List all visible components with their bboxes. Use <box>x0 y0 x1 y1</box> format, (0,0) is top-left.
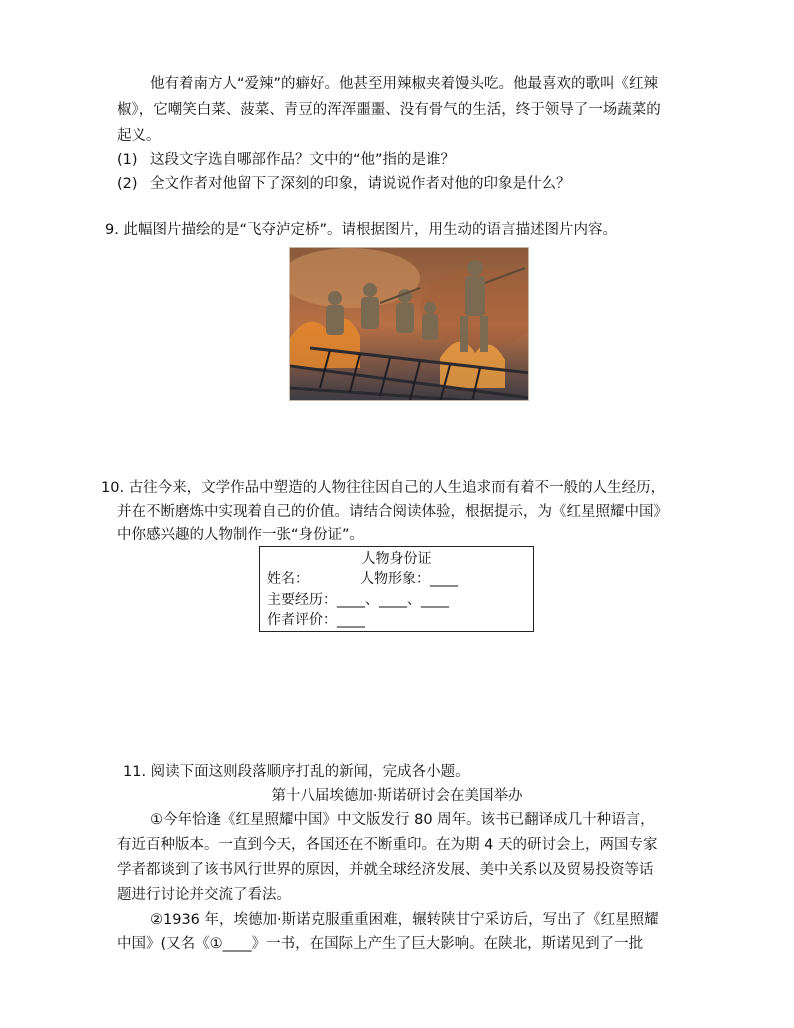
sub-question-text: 全文作者对他留下了深刻的印象，请说说作者对他的印象是什么？ <box>150 176 571 192</box>
painting-illustration <box>290 248 529 401</box>
card-experience-label: 主要经历：____、____、____ <box>267 592 449 608</box>
news-paragraph-line: 有近百种版本。一直到今天，各国还在不断重印。在为期 4 天的研讨会上，两国专家 <box>117 837 658 853</box>
sub-question-number: (1) <box>117 152 138 168</box>
question-9: 9. 此幅图片描绘的是“飞夺泸定桥”。请根据图片，用生动的语言描述图片内容。 <box>105 222 617 238</box>
question-10-line: 中你感兴趣的人物制作一张“身份证”。 <box>117 527 365 543</box>
question-11-intro: 11. 阅读下面这则段落顺序打乱的新闻，完成各小题。 <box>123 764 470 780</box>
question-10-line: 10. 古往今来，文学作品中塑造的人物往往因自己的人生追求而有着不一般的人生经历， <box>101 480 666 496</box>
sub-question-text: 这段文字选自哪部作品？文中的“他”指的是谁？ <box>150 152 456 168</box>
card-name-label: 姓名： <box>267 571 309 587</box>
luding-bridge-painting <box>289 247 529 401</box>
news-paragraph-line: 学者都谈到了该书风行世界的原因，并就全球经济发展、美中关系以及贸易投资等话 <box>117 862 654 878</box>
passage-line: 椒》，它嘲笑白菜、菠菜、青豆的浑浑噩噩、没有骨气的生活，终于领导了一场蔬菜的 <box>117 102 661 118</box>
passage-line: 起义。 <box>117 128 161 144</box>
question-10-line: 并在不断磨炼中实现着自己的价值。请结合阅读体验，根据提示，为《红星照耀中国》 <box>117 504 668 520</box>
sub-question-number: (2) <box>117 176 138 192</box>
passage-line: 他有着南方人“爱辣”的癖好。他甚至用辣椒夹着馒头吃。他最喜欢的歌叫《红辣 <box>150 76 659 92</box>
news-paragraph-line: ②1936 年，埃德加·斯诺克服重重困难，辗转陕甘宁采访后，写出了《红星照耀 <box>150 912 659 928</box>
news-paragraph-line: ①今年恰逢《红星照耀中国》中文版发行 80 周年。该书已翻译成几十种语言， <box>150 812 655 828</box>
identity-card <box>259 546 534 632</box>
card-image-label: 人物形象：____ <box>360 571 458 587</box>
card-evaluation-label: 作者评价：____ <box>267 612 365 628</box>
news-paragraph-line: 题进行讨论并交流了看法。 <box>117 887 291 903</box>
card-title: 人物身份证 <box>361 551 432 567</box>
news-paragraph-line: 中国》(又名《①____》一书，在国际上产生了巨大影响。在陕北，斯诺见到了一批 <box>117 936 644 952</box>
news-headline: 第十八届埃德加·斯诺研讨会在美国举办 <box>271 788 523 804</box>
